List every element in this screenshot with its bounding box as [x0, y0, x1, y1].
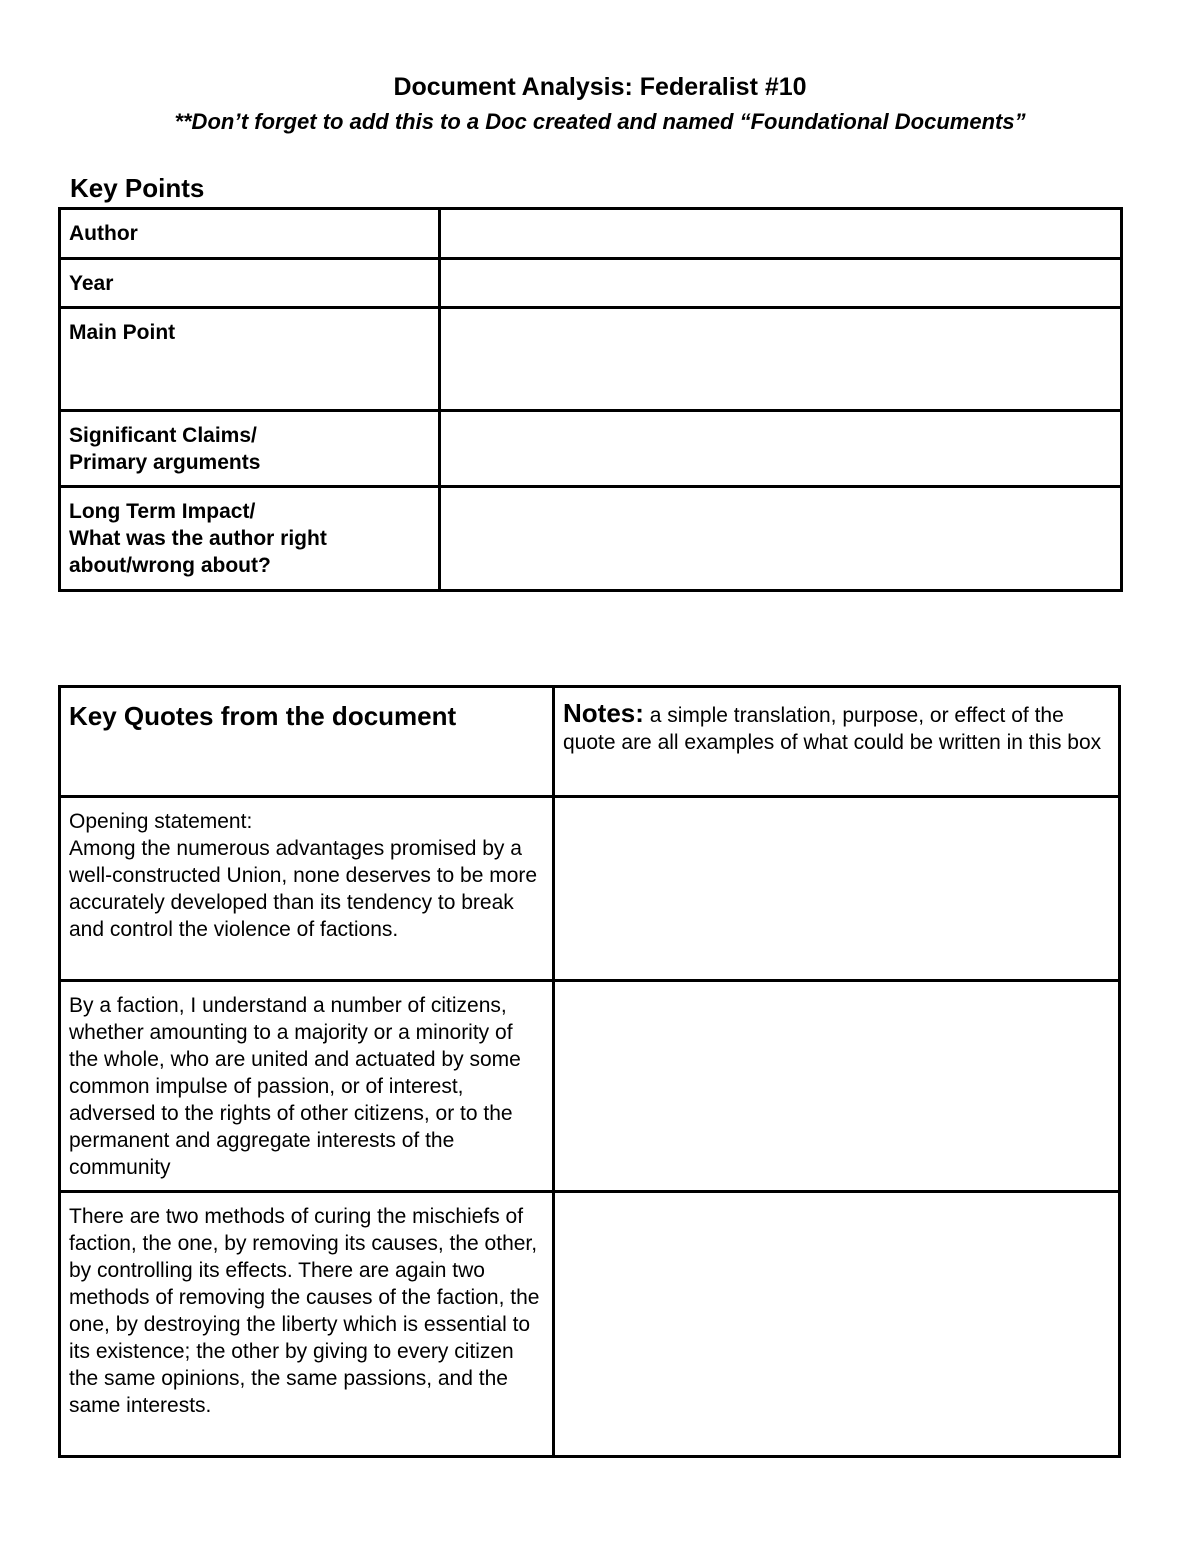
quote-text: Opening statement: Among the numerous advantages promised by a well-constructed Union, none deserves to be more accurately developed than its tendency to break and control the violence of factions. [60, 797, 554, 981]
quote-note-field[interactable] [554, 797, 1120, 981]
claims-label [60, 411, 440, 487]
quote-text: There are two methods of curing the mischiefs of faction, the one, by removing its causes, the other, by controlling its effects. There are again two methods of removing the causes of the faction, the one, by destroying the liberty which is essential to its existence; the other by giving to every citizen the same opinions, the same passions, and the same interests. [60, 1192, 554, 1457]
notes-description: a simple translation, purpose, or effect of the quote are all examples of what could be written in this box [563, 704, 1102, 754]
document-title: Document Analysis: Federalist #10 [393, 73, 807, 101]
quote-row [60, 981, 1120, 1192]
quote-note-field[interactable] [554, 1192, 1120, 1457]
year-label: Year [60, 259, 440, 308]
document-subtitle: **Don’t forget to add this to a Doc created and named “Foundational Documents” [174, 109, 1026, 134]
quote-row [60, 797, 1120, 981]
notes-label: Notes: [563, 698, 644, 728]
notes-header [554, 687, 1120, 797]
key-points-row-claims [60, 411, 1122, 487]
key-quotes-header-row [60, 687, 1120, 797]
quote-text: By a faction, I understand a number of citizens, whether amounting to a majority or a minority of the whole, who are united and actuated by some common impulse of passion, or of interest, adversed to the rights of other citizens, or to the permanent and aggregate interests of the community [60, 981, 554, 1192]
key-points-row-main-point [60, 308, 1122, 411]
author-label: Author [60, 209, 440, 259]
impact-field[interactable] [440, 487, 1122, 591]
claims-field[interactable] [440, 411, 1122, 487]
impact-label-text: Long Term Impact/ What was the author right about/wrong about? [69, 500, 327, 577]
claims-label-text: Significant Claims/ Primary arguments [69, 424, 261, 474]
quote-note-field[interactable] [554, 981, 1120, 1192]
key-points-row-year [60, 259, 1122, 308]
impact-label [60, 487, 440, 591]
key-quotes-header: Key Quotes from the document [60, 687, 554, 797]
key-points-table [58, 207, 1123, 592]
key-points-row-impact [60, 487, 1122, 591]
quote-row [60, 1192, 1120, 1457]
main-point-field[interactable] [440, 308, 1122, 411]
main-point-label: Main Point [60, 308, 440, 411]
key-points-row-author [60, 209, 1122, 259]
author-field[interactable] [440, 209, 1122, 259]
key-points-heading: Key Points [70, 173, 205, 203]
key-quotes-table [58, 685, 1121, 1458]
year-field[interactable] [440, 259, 1122, 308]
